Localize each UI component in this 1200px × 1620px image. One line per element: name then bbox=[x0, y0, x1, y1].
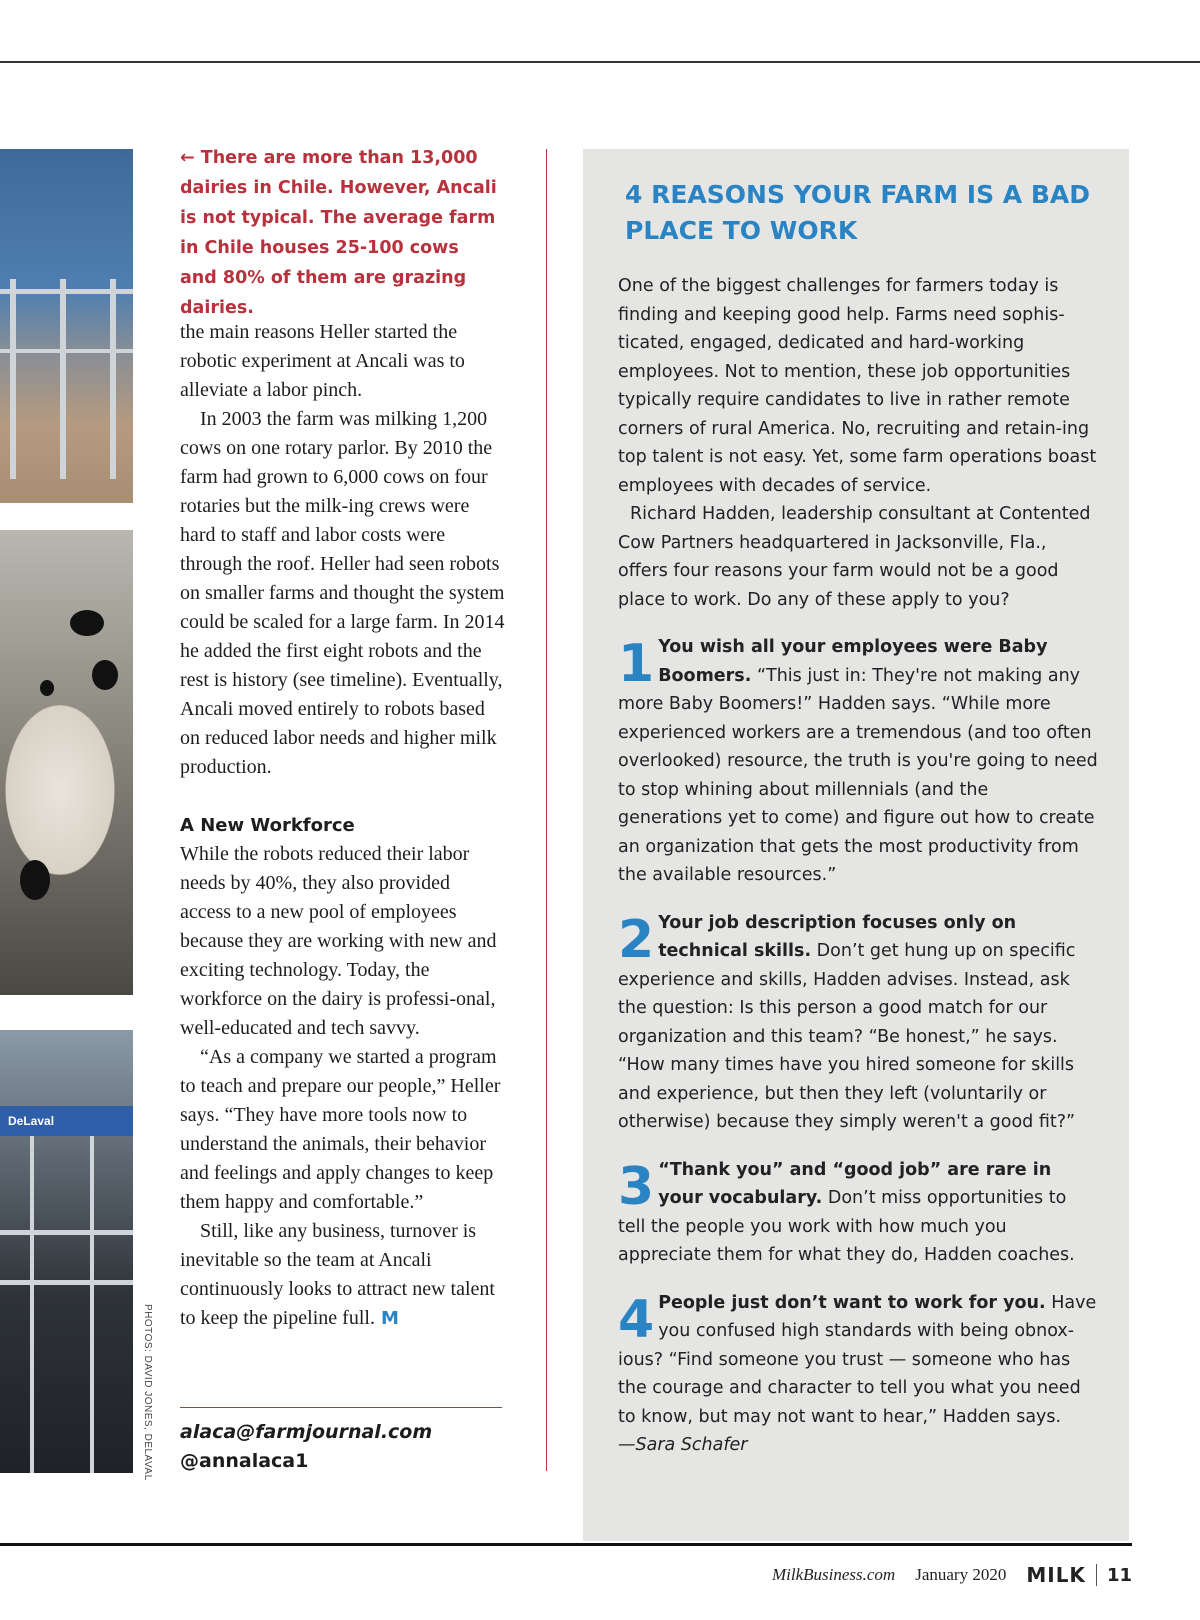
sidebar-title: 4 REASONS YOUR FARM IS A BAD PLACE TO WORK bbox=[625, 180, 1090, 245]
article-paragraph: the main reasons Heller started the robotic experiment at Ancali was to alleviate a labor pinch. bbox=[180, 321, 465, 401]
reason-number: 3 bbox=[618, 1156, 655, 1217]
article-paragraph: In 2003 the farm was milking 1,200 cows on one rotary parlor. By 2010 the farm had grown to 6,000 cows on four rotaries but the milk-ing crews were hard to staff and labor costs were through the roof. Heller had seen robots on smaller farms and thought the system could be scaled for a large farm. In 2014 he added the first eight robots and the rest is history (see timeline). Eventually, Ancali moved entirely to robots based on reduced labor needs and higher milk production. bbox=[180, 408, 505, 778]
reason-text: Don’t miss opportunities to tell the people you work with how much you appreciate them for what they do, Hadden coaches. bbox=[618, 1188, 1075, 1265]
article-paragraph: While the robots reduced their labor needs by 40%, they also provided access to a new pool of employees because they are working with new and exciting technology. Today, the workforce on the dairy is professi-onal, well-educated and tech savvy. bbox=[180, 843, 497, 1039]
reason-number: 4 bbox=[618, 1289, 655, 1350]
reason-item bbox=[618, 909, 1098, 1137]
article-paragraph: “As a company we started a program to teach and prepare our people,” Heller says. “They have more tools now to understand the animals, their behavior and feelings and apply changes to keep them happy and comfortable.” bbox=[180, 1046, 501, 1213]
reason-item bbox=[618, 633, 1098, 890]
sidebar-author: —Sara Schafer bbox=[618, 1435, 748, 1455]
article-paragraph-text: Still, like any business, turnover is inevitable so the team at Ancali continuously looks to attract new talent to keep the pipeline full. bbox=[180, 1220, 495, 1329]
reason-text: Don’t get hung up on specific experience and skills, Hadden advises. Instead, ask the question: Is this person a good match for our organization and this team? “Be honest,” he says. “How many times have you hired someone for skills and experience, but then they left (voluntarily or otherwise) because they simply weren't a good fit?” bbox=[618, 941, 1076, 1132]
reason-number: 1 bbox=[618, 634, 655, 694]
reason-number: 2 bbox=[618, 909, 655, 970]
footer-separator bbox=[1096, 1564, 1097, 1586]
sidebar-box bbox=[583, 149, 1129, 1541]
reason-text: Have you confused high standards with being obnox-ious? “Find someone you trust — someone who has the courage and character to tell you what you need to know, but may not want to hear,” Hadden says. bbox=[618, 1292, 1097, 1427]
sidebar-intro: One of the biggest challenges for farmers today is finding and keeping good help. Farms need sophis-ticated, engaged, dedicated and hard-working employees. Not to mention, these job opportunities typically require candidates to live in rather remote corners of rural America. No, recruiting and retain-ing top talent is not easy. Yet, some farm operations boast employees with decades of service. bbox=[618, 276, 1097, 496]
author-email[interactable]: alaca@farmjournal.com bbox=[180, 1421, 433, 1443]
page-footer bbox=[772, 1562, 1132, 1588]
author-contact bbox=[180, 1418, 510, 1476]
sidebar-intro: Richard Hadden, leadership consultant at Contented Cow Partners headquartered in Jacksonville, Fla., offers four reasons your farm would not be a good place to work. Do any of these apply to you? bbox=[618, 504, 1091, 610]
reason-lead: Your job description focuses only on technical skills. bbox=[658, 912, 1017, 961]
page-number: 11 bbox=[1106, 1564, 1132, 1586]
reason-lead: “Thank you” and “good job” are rare in your vocabulary. bbox=[658, 1159, 1052, 1208]
delaval-logo: DeLaval bbox=[0, 1106, 133, 1136]
bottom-rule bbox=[0, 1543, 1132, 1546]
footer-date: January 2020 bbox=[915, 1565, 1007, 1584]
reason-item bbox=[618, 1289, 1098, 1432]
reason-text: “This just in: They're not making any more Baby Boomers!” Hadden says. “While more experienced workers are a tremendous (and too often overlooked) resource, the truth is you're going to need to stop whining about millennials (and the generations yet to come) and figure out how to create an organization that gets the most productivity from the available resources.” bbox=[618, 665, 1098, 885]
section-subhead: A New Workforce bbox=[180, 815, 355, 836]
signature-rule bbox=[180, 1407, 502, 1408]
reason-lead: You wish all your employees were Baby Boomers. bbox=[658, 637, 1048, 686]
photo-credit: PHOTOS: DAVID JONES, DELAVAL bbox=[142, 1304, 153, 1481]
top-rule bbox=[0, 61, 1200, 63]
end-mark: M bbox=[380, 1308, 399, 1329]
sidebar-body bbox=[618, 272, 1098, 1460]
reason-lead: People just don’t want to work for you. bbox=[658, 1292, 1046, 1313]
article-paragraph bbox=[180, 1217, 505, 1333]
photo-caption: ← There are more than 13,000 dairies in Chile. However, Ancali is not typical. The average farm in Chile houses 25-100 cows and 80% of them are grazing dairies. bbox=[180, 148, 497, 318]
robot-milking-photo bbox=[0, 1030, 133, 1473]
reason-item bbox=[618, 1156, 1098, 1270]
author-handle[interactable]: @annalaca1 bbox=[180, 1450, 309, 1472]
barn-photo bbox=[0, 149, 133, 503]
cow-photo bbox=[0, 530, 133, 995]
article-body bbox=[180, 318, 505, 1333]
footer-site[interactable]: MilkBusiness.com bbox=[771, 1565, 896, 1584]
column-divider bbox=[546, 149, 547, 1471]
milk-logo: MILK bbox=[1026, 1563, 1086, 1587]
